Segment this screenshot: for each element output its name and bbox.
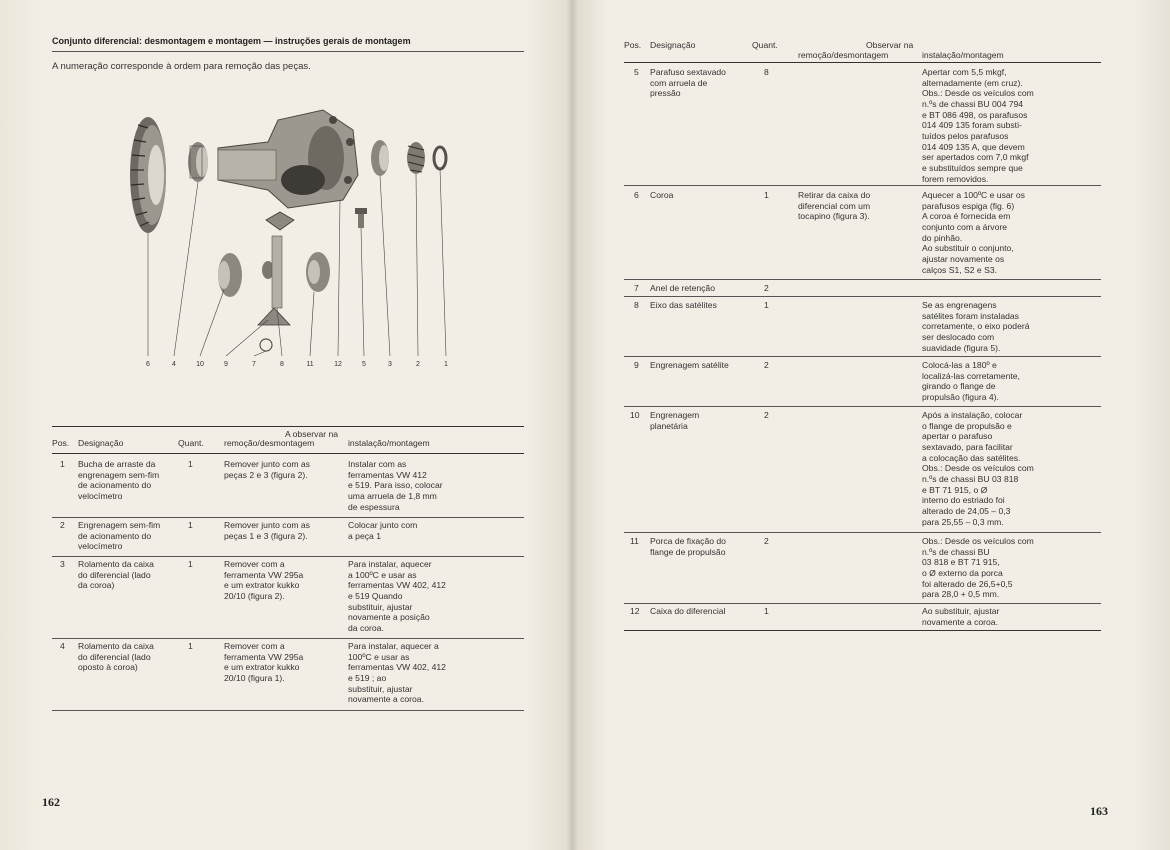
row-quant: 1 (188, 459, 193, 469)
row-pos: 2 (60, 520, 65, 530)
row-designacao: Coroa (650, 190, 674, 200)
row-instalacao: Se as engrenagens satélites foram instaladas corretamente, o eixo poderá ser deslocado com suavidade (figura 5). (922, 300, 1030, 353)
header-designacao: Designação (650, 40, 696, 50)
table-row (624, 300, 1101, 357)
row-quant: 1 (188, 559, 193, 569)
row-designacao: Caixa do diferencial (650, 606, 726, 616)
table-row (624, 360, 1101, 407)
retaining-ring-illustration (260, 339, 272, 351)
row-remocao: Retirar da caixa do diferencial com um tocapino (figura 3). (798, 190, 871, 222)
figure-callout-number: 12 (334, 361, 342, 368)
row-pos: 5 (634, 67, 639, 77)
row-pos: 7 (634, 283, 639, 293)
row-designacao: Rolamento da caixa do diferencial (lado da coroa) (78, 559, 154, 591)
header-quant: Quant. (178, 438, 204, 448)
header-observe: Observar na (866, 40, 914, 50)
row-remocao: Remover com a ferramenta VW 295a e um extrator kukko 20/10 (figura 1). (224, 641, 304, 683)
table-row (624, 536, 1101, 604)
row-instalacao: Para instalar, aquecer a 100ºC e usar as ferramentas VW 402, 412 e 519 ; ao substituir, ajustar novamente a coroa. (348, 641, 446, 705)
table-row (624, 67, 1101, 186)
row-instalacao: Colocá-las a 180º e localizá-las corretamente, girando o flange de propulsão (figura 4). (922, 360, 1020, 402)
figure-callout-number: 5 (362, 361, 366, 368)
bushing-illustration (434, 147, 446, 169)
row-designacao: Bucha de arraste da engrenagem sem-fim de acionamento do velocímetro (78, 459, 160, 501)
left-parts-table (52, 426, 524, 716)
row-quant: 1 (764, 190, 769, 200)
figure-callout-number: 4 (172, 361, 176, 368)
row-instalacao: Apertar com 5,5 mkgf, alternadamente (em cruz). Obs.: Desde os veículos com n.ºs de chassi BU 004 794 e BT 086 498, os parafusos 014 409 135 foram substi- tuídos pelos parafusos 014 409 135 A, que devem ser apertados com 7,0 mkgf e substituídos sempre que forem removidos. (922, 67, 1034, 184)
row-designacao: Parafuso sextavado com arruela de pressão (650, 67, 726, 99)
row-quant: 1 (764, 300, 769, 310)
figure-callout-number: 8 (280, 361, 284, 368)
crown-gear-illustration (130, 117, 166, 233)
header-pos: Pos. (52, 438, 70, 448)
header-instalacao: instalação/montagem (922, 50, 1004, 60)
table-row (624, 190, 1101, 280)
figure-callout-number: 3 (388, 361, 392, 368)
row-remocao: Remover junto com as peças 2 e 3 (figura 2). (224, 459, 310, 480)
row-pos: 12 (630, 606, 640, 616)
row-pos: 6 (634, 190, 639, 200)
table-row (624, 606, 1101, 631)
figure-callout-number: 11 (306, 361, 314, 368)
row-pos: 9 (634, 360, 639, 370)
row-remocao: Remover junto com as peças 1 e 3 (figura 2). (224, 520, 310, 541)
header-observe: A observar na (285, 429, 339, 439)
header-quant: Quant. (752, 40, 778, 50)
figure-callout-number: 2 (416, 361, 420, 368)
figure-callout-number: 9 (224, 361, 228, 368)
row-pos: 11 (630, 536, 639, 546)
table-top-rule (52, 426, 524, 427)
book-gutter (566, 0, 578, 850)
row-designacao: Rolamento da caixa do diferencial (lado oposto à coroa) (78, 641, 154, 673)
bearing-left-illustration (188, 142, 208, 182)
row-quant: 2 (764, 536, 769, 546)
bolt-illustration (355, 208, 367, 228)
row-instalacao: Obs.: Desde os veículos com n.ºs de chassi BU 03 818 e BT 71 915, o Ø externo da porca foi alterado de 26,5+0,5 para 28,0 + 0,5 mm. (922, 536, 1034, 600)
row-designacao: Engrenagem satélite (650, 360, 729, 370)
row-instalacao: Após a instalação, colocar o flange de propulsão e apertar o parafuso sextavado, para facilitar a colocação das satélites. Obs.: Desde os veículos com n.ºs de chassi BU 03 818 e BT 71 915, o Ø interno do estriado foi alterado de 24,05 – 0,3 para 25,55 – 0,3 mm. (922, 410, 1034, 527)
row-pos: 8 (634, 300, 639, 310)
section-heading: Conjunto diferencial: desmontagem e montagem — instruções gerais de montagem (52, 36, 524, 52)
figure-callout-number: 6 (146, 361, 150, 368)
header-remocao: remoção/desmontagem (224, 438, 315, 448)
figure-callout-number: 7 (252, 361, 256, 368)
header-remocao: remoção/desmontagem (798, 50, 889, 60)
row-quant: 2 (764, 360, 769, 370)
row-quant: 1 (188, 641, 193, 651)
table-row (624, 283, 1101, 297)
row-designacao: Eixo das satélites (650, 300, 717, 310)
row-instalacao: Instalar com as ferramentas VW 412 e 519. Para isso, colocar uma arruela de 1,8 mm de espessura (348, 459, 443, 512)
row-remocao: Remover com a ferramenta VW 295a e um extrator kukko 20/10 (figura 2). (224, 559, 304, 601)
bearing-right-illustration (371, 140, 389, 176)
row-instalacao: Colocar junto com a peça 1 (348, 520, 418, 541)
left-page (0, 0, 572, 850)
row-designacao: Anel de retenção (650, 283, 715, 293)
row-instalacao: Ao substituir, ajustar novamente a coroa. (922, 606, 1000, 627)
figure-callout-number: 1 (444, 361, 448, 368)
intro-text: A numeração corresponde à ordem para remoção das peças. (52, 61, 311, 72)
row-instalacao: Aquecer a 100ºC e usar os parafusos espiga (fig. 6) A coroa é fornecida em conjunto com a árvore do pinhão. Ao substituir o conjunto, ajustar novamente os calços S1, S2 e S3. (922, 190, 1025, 275)
differential-housing-illustration (218, 110, 358, 208)
satellite-shaft-illustration (272, 236, 282, 308)
row-designacao: Porca de fixação do flange de propulsão (650, 536, 726, 557)
row-quant: 2 (764, 283, 769, 293)
row-pos: 4 (60, 641, 65, 651)
row-pos: 10 (630, 410, 640, 420)
row-quant: 2 (764, 410, 769, 420)
right-parts-table (624, 40, 1101, 632)
row-designacao: Engrenagem planetária (650, 410, 700, 431)
row-quant: 8 (764, 67, 769, 77)
header-pos: Pos. (624, 40, 642, 50)
header-rule (52, 453, 524, 454)
table-row (52, 559, 524, 639)
row-quant: 1 (764, 606, 769, 616)
row-instalacao: Para instalar, aquecer a 100ºC e usar as ferramentas VW 402, 412 e 519 Quando substituir, ajustar novamente a posição da coroa. (348, 559, 446, 633)
exploded-diagram (118, 100, 468, 372)
table-row (52, 520, 524, 557)
header-rule (624, 62, 1101, 63)
differential-exploded-view (118, 100, 468, 372)
page-number-left: 162 (42, 795, 60, 809)
worm-gear-illustration (407, 142, 425, 174)
page-number-right: 163 (1090, 804, 1108, 818)
row-pos: 1 (60, 459, 65, 469)
table-row (52, 641, 524, 711)
header-instalacao: instalação/montagem (348, 438, 430, 448)
row-quant: 1 (188, 520, 193, 530)
row-pos: 3 (60, 559, 65, 569)
planetary-gear-illustration (218, 253, 242, 297)
table-row (52, 459, 524, 518)
satellite-gears-illustration (258, 212, 330, 325)
table-row (624, 410, 1101, 533)
row-designacao: Engrenagem sem-fim de acionamento do velocímetro (78, 520, 161, 552)
right-page (572, 0, 1170, 850)
header-designacao: Designação (78, 438, 124, 448)
figure-callout-number: 10 (196, 361, 204, 368)
